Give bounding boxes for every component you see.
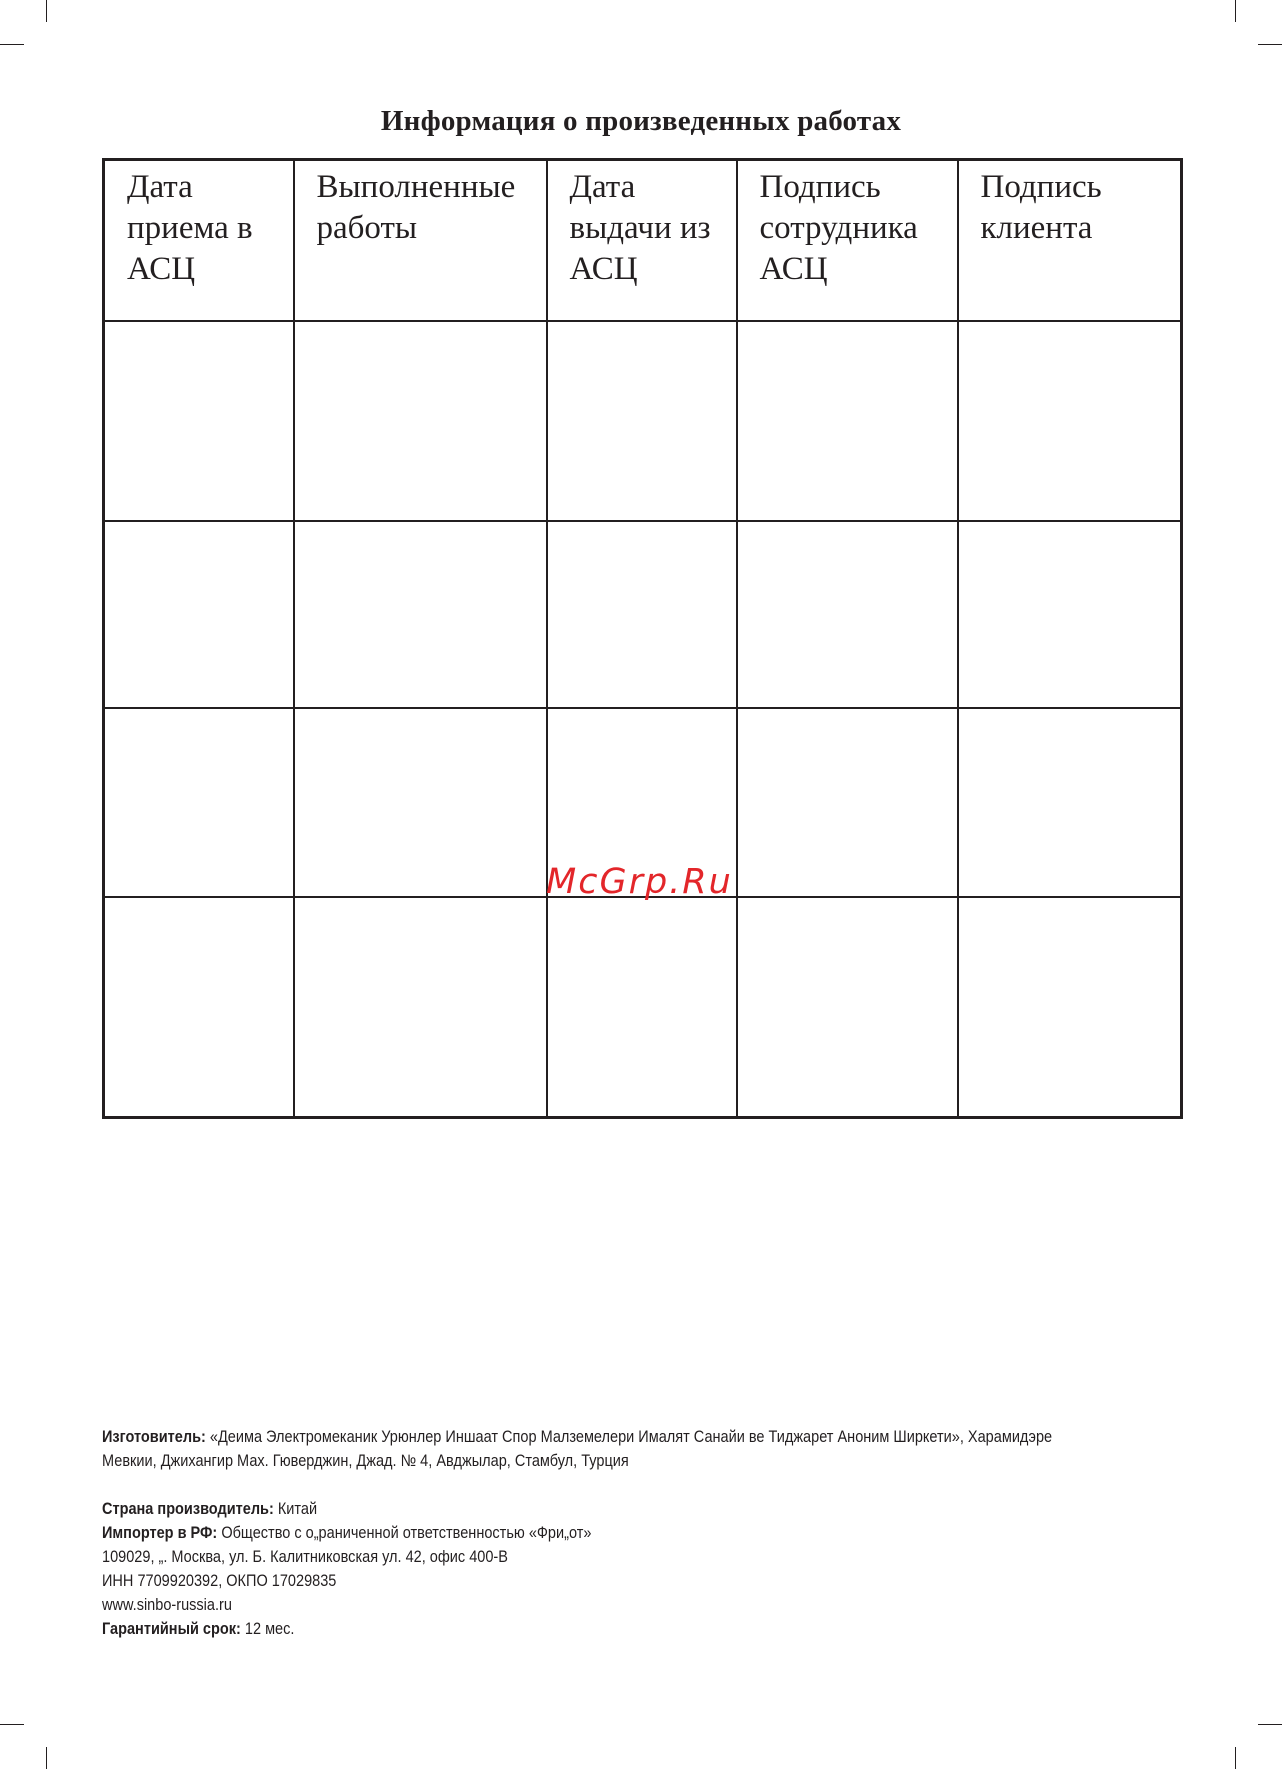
table-cell	[547, 897, 737, 1118]
table-row	[104, 321, 1182, 521]
manufacturer-line	[102, 1425, 1183, 1449]
table-cell	[958, 708, 1182, 897]
table-cell	[104, 321, 294, 521]
table-row	[104, 897, 1182, 1118]
header-date-received: Дата приема в АСЦ	[104, 160, 294, 322]
crop-mark-bottom-left	[46, 1747, 47, 1769]
importer-label: Импортер в РФ:	[102, 1524, 218, 1542]
table-header-row	[104, 160, 1182, 322]
warranty-text: 12 мес.	[240, 1620, 295, 1638]
header-work-performed: Выполненные работы	[294, 160, 547, 322]
table-cell	[547, 521, 737, 708]
manufacturer-label: Изготовитель:	[102, 1428, 206, 1446]
crop-mark-bottom-left-h	[0, 1724, 24, 1725]
manufacturer-text: «Деима Электромеканик Урюнлер Иншаат Спор Малземелери Ималят Санайи ве Тиджарет Аноним Ширкети», Харамидэре	[205, 1428, 1053, 1446]
warranty-label: Гарантийный срок:	[102, 1620, 241, 1638]
country-text: Китай	[273, 1500, 318, 1518]
table-cell	[294, 321, 547, 521]
table-cell	[958, 321, 1182, 521]
table-cell	[294, 708, 547, 897]
warranty-line	[102, 1617, 1183, 1641]
importer-address: 109029, „. Москва, ул. Б. Калитниковская ул. 42, офис 400-В	[102, 1548, 508, 1566]
header-date-issued: Дата выдачи из АСЦ	[547, 160, 737, 322]
watermark: McGrp.Ru	[546, 862, 733, 902]
table-cell	[104, 708, 294, 897]
table-row	[104, 521, 1182, 708]
table-cell	[737, 897, 958, 1118]
crop-mark-top-left	[46, 0, 47, 22]
table-cell	[104, 521, 294, 708]
manufacturer-info	[102, 1425, 1183, 1641]
importer-line	[102, 1521, 1183, 1545]
page-title: Информация о произведенных работах	[380, 105, 902, 137]
table-cell	[958, 897, 1182, 1118]
crop-mark-bottom-right-h	[1258, 1724, 1282, 1725]
table-cell	[958, 521, 1182, 708]
table-cell	[737, 321, 958, 521]
header-client-signature: Подпись клиента	[958, 160, 1182, 322]
table-cell	[294, 521, 547, 708]
crop-mark-top-right	[1235, 0, 1236, 22]
importer-inn: ИНН 7709920392, ОКПО 17029835	[102, 1572, 337, 1590]
table-cell	[737, 708, 958, 897]
crop-mark-top-right-h	[1258, 44, 1282, 45]
country-line	[102, 1497, 1183, 1521]
works-table	[102, 158, 1183, 1119]
crop-mark-top-left-h	[0, 44, 24, 45]
website-link: www.sinbo-russia.ru	[102, 1596, 232, 1614]
crop-mark-bottom-right	[1235, 1747, 1236, 1769]
header-employee-signature: Подпись сотрудника АСЦ	[737, 160, 958, 322]
importer-text: Общество с о„раниченной ответственностью «Фри„от»	[217, 1524, 592, 1542]
manufacturer-address: Мевкии, Джихангир Мах. Гюверджин, Джад. № 4, Авджылар, Стамбул, Турция	[102, 1452, 629, 1470]
table-cell	[294, 897, 547, 1118]
table-cell	[547, 321, 737, 521]
table-cell	[104, 897, 294, 1118]
table-cell	[737, 521, 958, 708]
country-label: Страна производитель:	[102, 1500, 274, 1518]
